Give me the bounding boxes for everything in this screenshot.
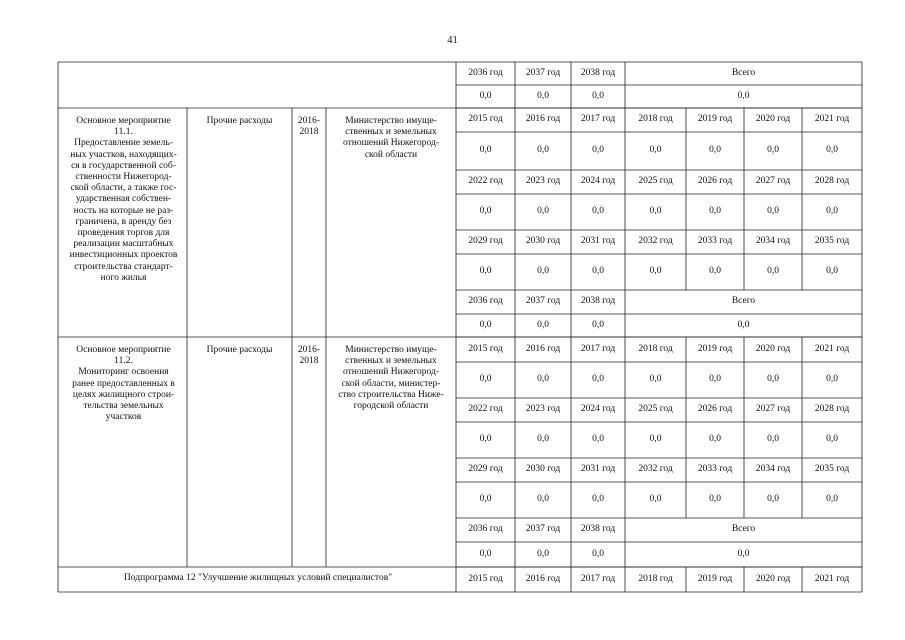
value-cell: 0,0 (537, 206, 549, 216)
year-header-cell: 2021 год (814, 114, 850, 124)
year-header-cell: 2036 год (468, 68, 503, 78)
year-header-cell: 2027 год (755, 404, 791, 414)
value-cell: 0,0 (767, 206, 779, 216)
year-header-cell: 2036 год (468, 524, 503, 534)
measure-11-2-executor: Министерство имуще- ственных и земельных отношений Нижегород- ской области, министер- ство строительства Ниже- городской области (338, 345, 444, 412)
total-header-cell: Всего (731, 296, 756, 306)
value-cell: 0,0 (709, 494, 721, 504)
value-cell: 0,0 (537, 266, 549, 276)
value-cell: 0,0 (826, 374, 838, 384)
value-cell: 0,0 (592, 434, 604, 444)
value-cell: 0,0 (767, 494, 779, 504)
measure-11-1-period: 2016- 2018 (297, 116, 321, 138)
year-header-cell: 2027 год (755, 176, 791, 186)
year-header-cell: 2033 год (697, 464, 733, 474)
value-cell: 0,0 (826, 145, 838, 155)
year-header-cell: 2037 год (525, 68, 561, 78)
year-header-cell: 2030 год (525, 464, 561, 474)
year-header-cell: 2015 год (468, 574, 503, 584)
value-cell: 0,0 (649, 494, 662, 504)
value-cell: 0,0 (767, 434, 779, 444)
year-header-cell: 2031 год (580, 464, 616, 474)
year-header-cell: 2015 год (468, 114, 503, 124)
value-cell: 0,0 (709, 206, 721, 216)
year-header-cell: 2015 год (468, 344, 503, 354)
year-header-cell: 2016 год (525, 344, 561, 354)
year-header-cell: 2038 год (580, 68, 616, 78)
value-cell: 0,0 (592, 206, 604, 216)
value-cell: 0,0 (479, 549, 492, 559)
year-header-cell: 2026 год (697, 404, 733, 414)
value-cell: 0,0 (537, 494, 549, 504)
year-header-cell: 2016 год (525, 114, 561, 124)
measure-11-2-period: 2016- 2018 (297, 345, 321, 367)
year-header-cell: 2038 год (580, 296, 616, 306)
year-header-cell: 2030 год (525, 236, 561, 246)
total-value-cell: 0,0 (737, 320, 750, 330)
subprogram-12-title: Подпрограмма 12 "Улучшение жилищных условий специалистов" (123, 573, 393, 583)
value-cell: 0,0 (537, 320, 549, 330)
year-header-cell: 2034 год (755, 464, 791, 474)
year-header-cell: 2037 год (525, 296, 561, 306)
year-header-cell: 2019 год (697, 114, 733, 124)
year-header-cell: 2019 год (697, 574, 733, 584)
year-header-cell: 2023 год (525, 404, 561, 414)
year-header-cell: 2035 год (814, 236, 850, 246)
year-header-cell: 2022 год (468, 176, 503, 186)
value-cell: 0,0 (826, 266, 838, 276)
year-header-cell: 2017 год (580, 574, 616, 584)
value-cell: 0,0 (767, 266, 779, 276)
year-header-cell: 2017 год (580, 114, 616, 124)
year-header-cell: 2036 год (468, 296, 503, 306)
year-header-cell: 2029 год (468, 464, 503, 474)
value-cell: 0,0 (479, 434, 492, 444)
value-cell: 0,0 (592, 320, 604, 330)
measure-11-2-expense: Прочие расходы (206, 345, 273, 355)
value-cell: 0,0 (767, 145, 779, 155)
value-cell: 0,0 (709, 266, 721, 276)
year-header-cell: 2020 год (755, 574, 791, 584)
value-cell: 0,0 (592, 549, 604, 559)
value-cell: 0,0 (592, 374, 604, 384)
year-header-cell: 2033 год (697, 236, 733, 246)
value-cell: 0,0 (479, 374, 492, 384)
value-cell: 0,0 (709, 434, 721, 444)
year-header-cell: 2026 год (697, 176, 733, 186)
year-header-cell: 2034 год (755, 236, 791, 246)
year-header-cell: 2032 год (638, 236, 673, 246)
page-number: 41 (447, 35, 458, 46)
total-header-cell: Всего (731, 68, 756, 78)
value-cell: 0,0 (537, 374, 549, 384)
value-cell: 0,0 (649, 145, 662, 155)
value-cell: 0,0 (709, 374, 721, 384)
year-header-cell: 2031 год (580, 236, 616, 246)
year-header-cell: 2018 год (638, 574, 673, 584)
measure-11-1-name: Основное мероприятие 11.1. Предоставление земель- ных участков, находящих- ся в государственной соб- ственности Нижегород- ской области, а также гос- ударственная собствен- ность на которые не раз- граничена, в аренду без проведения торгов для реализации масштабных инвестиционных проектов строительства стандарт- ного жилья (69, 116, 178, 283)
value-cell: 0,0 (537, 91, 549, 101)
year-header-cell: 2025 год (638, 176, 673, 186)
year-header-cell: 2025 год (638, 404, 673, 414)
year-header-cell: 2021 год (814, 574, 850, 584)
value-cell: 0,0 (537, 145, 549, 155)
value-cell: 0,0 (649, 434, 662, 444)
value-cell: 0,0 (537, 549, 549, 559)
year-header-cell: 2028 год (814, 176, 850, 186)
value-cell: 0,0 (826, 206, 838, 216)
year-header-cell: 2032 год (638, 464, 673, 474)
year-header-cell: 2024 год (580, 176, 616, 186)
year-header-cell: 2017 год (580, 344, 616, 354)
total-header-cell: Всего (731, 524, 756, 534)
total-value-cell: 0,0 (737, 549, 750, 559)
value-cell: 0,0 (826, 434, 838, 444)
year-header-cell: 2023 год (525, 176, 561, 186)
year-header-cell: 2037 год (525, 524, 561, 534)
year-header-cell: 2029 год (468, 236, 503, 246)
value-cell: 0,0 (592, 145, 604, 155)
year-header-cell: 2018 год (638, 344, 673, 354)
value-cell: 0,0 (826, 494, 838, 504)
year-header-cell: 2028 год (814, 404, 850, 414)
year-header-cell: 2038 год (580, 524, 616, 534)
year-header-cell: 2020 год (755, 114, 791, 124)
value-cell: 0,0 (479, 494, 492, 504)
value-cell: 0,0 (592, 91, 604, 101)
value-cell: 0,0 (479, 91, 492, 101)
value-cell: 0,0 (479, 206, 492, 216)
year-header-cell: 2035 год (814, 464, 850, 474)
value-cell: 0,0 (479, 266, 492, 276)
year-header-cell: 2018 год (638, 114, 673, 124)
measure-11-2-name: Основное мероприятие 11.2. Мониторинг освоения ранее предоставленных в целях жилищного строи- тельства земельных участков (72, 345, 175, 423)
year-header-cell: 2022 год (468, 404, 503, 414)
measure-11-1-executor: Министерство имуще- ственных и земельных отношений Нижегород- ской области (342, 116, 439, 160)
year-header-cell: 2019 год (697, 344, 733, 354)
year-header-cell: 2024 год (580, 404, 616, 414)
year-header-cell: 2016 год (525, 574, 561, 584)
value-cell: 0,0 (649, 266, 662, 276)
value-cell: 0,0 (709, 145, 721, 155)
measure-11-1-expense: Прочие расходы (206, 116, 273, 126)
value-cell: 0,0 (649, 206, 662, 216)
value-cell: 0,0 (649, 374, 662, 384)
value-cell: 0,0 (592, 494, 604, 504)
year-header-cell: 2021 год (814, 344, 850, 354)
total-value-cell: 0,0 (737, 91, 750, 101)
value-cell: 0,0 (479, 320, 492, 330)
value-cell: 0,0 (592, 266, 604, 276)
value-cell: 0,0 (537, 434, 549, 444)
year-header-cell: 2020 год (755, 344, 791, 354)
value-cell: 0,0 (767, 374, 779, 384)
value-cell: 0,0 (479, 145, 492, 155)
